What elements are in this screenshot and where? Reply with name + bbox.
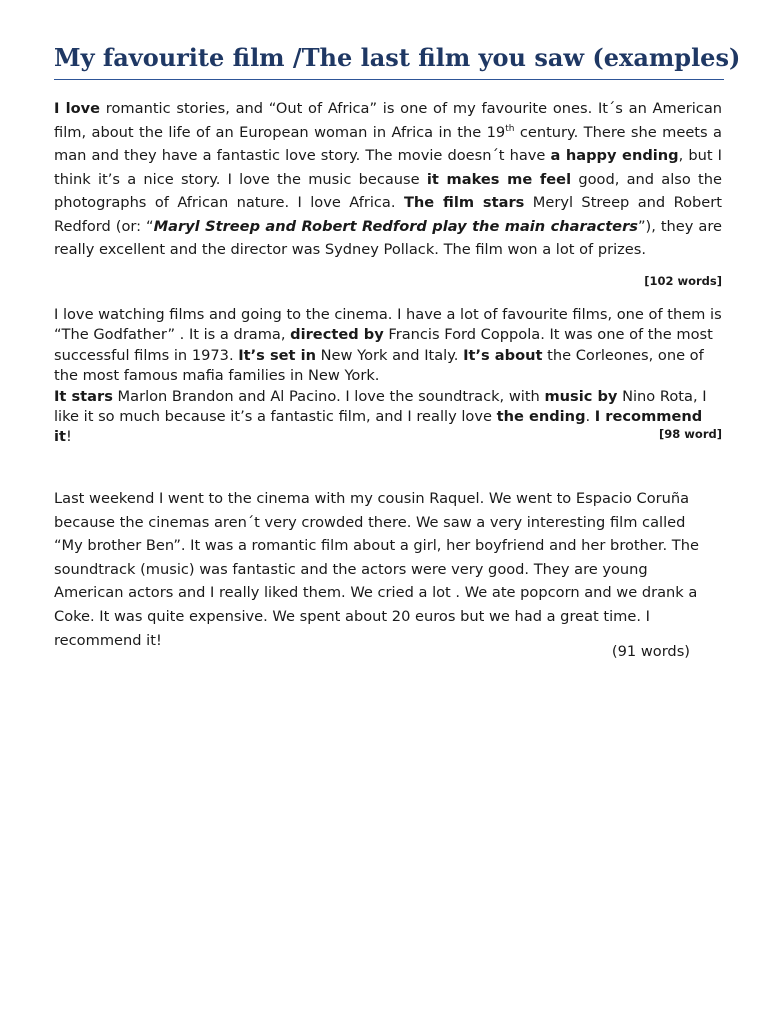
ordinal-superscript: th bbox=[505, 123, 515, 134]
example-2-paragraph bbox=[54, 305, 722, 448]
example-2-word-count: [98 word] bbox=[659, 427, 722, 441]
text-run: Meryl Streep and Robert Redford (or: “ bbox=[54, 194, 722, 235]
text-run: Francis Ford Coppola. It was one of the most successful films in 1973. bbox=[54, 326, 713, 364]
text-run: . bbox=[585, 408, 595, 426]
bold-phrase: It stars bbox=[54, 387, 113, 405]
bold-italic-phrase: Maryl Streep and Robert Redford play the main characters bbox=[153, 217, 638, 235]
bold-phrase: I recommend it bbox=[54, 408, 703, 446]
text-run: romantic stories, and “Out of Africa” is one of my favourite ones. It´s an American film, about the life of an European woman in Africa in the 19 bbox=[54, 100, 723, 141]
text-run: good, and also the photographs of African nature. I love Africa. bbox=[54, 170, 723, 211]
bold-phrase: It’s set in bbox=[238, 346, 316, 364]
bold-phrase: music by bbox=[544, 387, 618, 405]
example-1-paragraph bbox=[54, 97, 722, 262]
bold-phrase: the ending bbox=[496, 408, 586, 426]
bold-phrase: it makes me feel bbox=[426, 170, 572, 188]
bold-phrase: The film stars bbox=[403, 194, 525, 211]
example-3-word-count: (91 words) bbox=[611, 643, 690, 660]
text-run: century. There she meets a man and they have a fantastic love story. The movie doesn´t have bbox=[54, 123, 722, 164]
page-title: My favourite film /The last film you saw (examples) bbox=[54, 43, 741, 72]
bold-phrase: directed by bbox=[290, 326, 384, 344]
text-run: Last weekend I went to the cinema with my cousin Raquel. We went to Espacio Coruña because the cinemas aren´t very crowded there. We saw a very interesting film called “My brother Ben”. It was a romantic film about a girl, her boyfriend and her brother. The soundtrack (music) was fantastic and the actors were very good. They are young American actors and I really liked them. We cried a lot . We ate popcorn and we drank a Coke. It was quite expensive. We spent about 20 euros but we had a great time. I recommend it! bbox=[54, 490, 699, 649]
text-run: New York and Italy. bbox=[316, 346, 464, 364]
bold-phrase: It’s about bbox=[463, 346, 543, 364]
text-run: ”), they are really excellent and the director was Sydney Pollack. The film won a lot of prizes. bbox=[54, 217, 722, 258]
text-run: Nino Rota, I like it so much because it’s a fantastic film, and I really love bbox=[54, 387, 707, 426]
text-run: the Corleones, one of the most famous mafia families in New York. bbox=[54, 346, 704, 385]
text-run: ! bbox=[65, 428, 72, 446]
text-run: Marlon Brandon and Al Pacino. I love the soundtrack, with bbox=[112, 387, 545, 405]
example-3-paragraph bbox=[54, 487, 718, 652]
text-run: I love watching films and going to the cinema. I have a lot of favourite films, one of them is “The Godfather” . It is a drama, bbox=[54, 306, 722, 344]
bold-phrase: I love bbox=[54, 100, 101, 117]
title-underline bbox=[54, 79, 724, 80]
bold-phrase: a happy ending bbox=[550, 147, 679, 164]
text-run: , but I think it’s a nice story. I love the music because bbox=[54, 147, 722, 188]
example-1-word-count: [102 words] bbox=[644, 274, 722, 288]
